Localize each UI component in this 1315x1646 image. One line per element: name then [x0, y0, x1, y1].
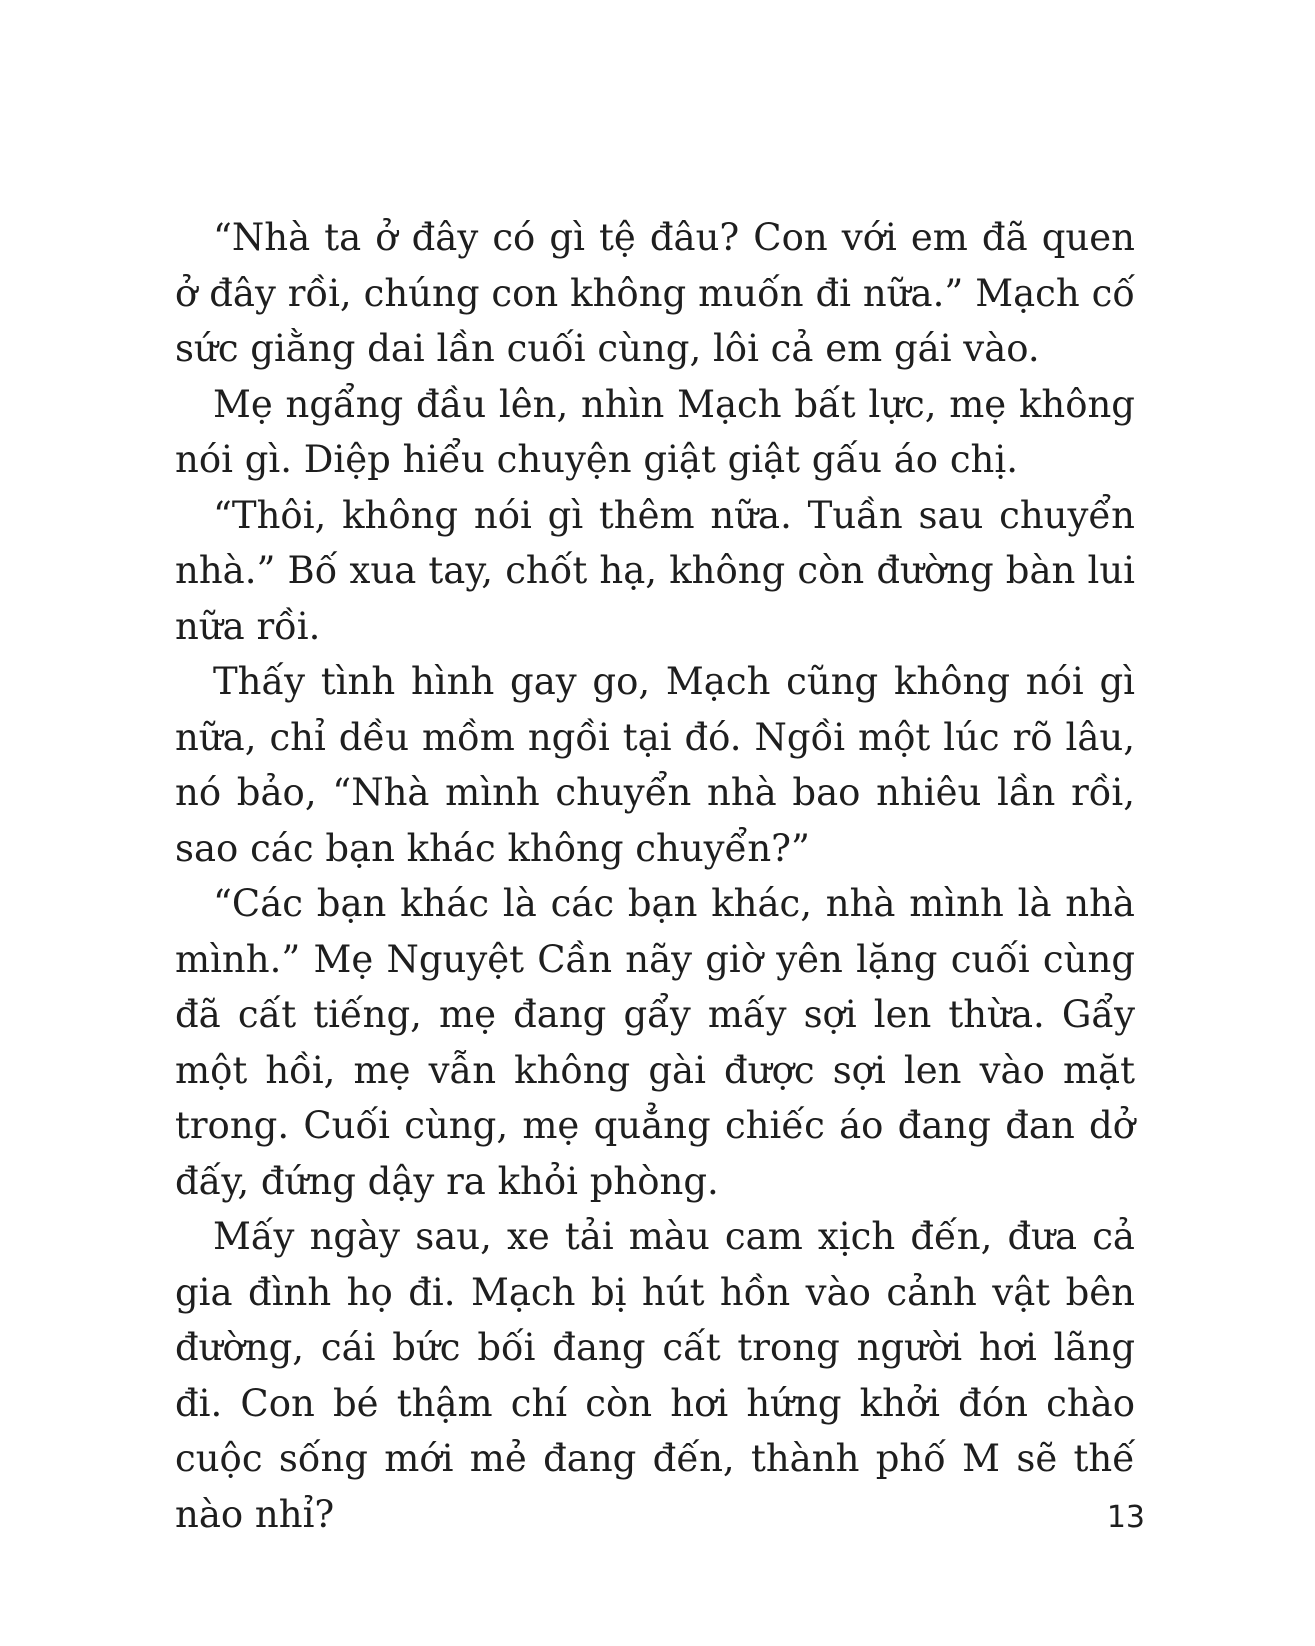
- paragraph-1: “Nhà ta ở đây có gì tệ đâu? Con với em đã quen ở đây rồi, chúng con không muốn đi nữa.” Mạch cố sức giằng dai lần cuối cùng, lôi cả em gái vào.: [175, 216, 1135, 370]
- paragraph-5: “Các bạn khác là các bạn khác, nhà mình là nhà mình.” Mẹ Nguyệt Cần nãy giờ yên lặng cuối cùng đã cất tiếng, mẹ đang gẩy mấy sợi len thừa. Gẩy một hồi, mẹ vẫn không gài được sợi len vào mặt trong. Cuối cùng, mẹ quẳng chiếc áo đang đan dở đấy, đứng dậy ra khỏi phòng.: [175, 882, 1135, 1203]
- page-number: 13: [1106, 1500, 1145, 1535]
- paragraph-6: Mấy ngày sau, xe tải màu cam xịch đến, đưa cả gia đình họ đi. Mạch bị hút hồn vào cảnh vật bên đường, cái bức bối đang cất trong người hơi lãng đi. Con bé thậm chí còn hơi hứng khởi đón chào cuộc sống mới mẻ đang đến, thành phố M sẽ thế nào nhỉ?: [175, 1215, 1135, 1536]
- body-text: [175, 210, 1135, 1542]
- paragraph-2: Mẹ ngẩng đầu lên, nhìn Mạch bất lực, mẹ không nói gì. Diệp hiểu chuyện giật giật gấu áo chị.: [175, 382, 1135, 481]
- paragraph-4: Thấy tình hình gay go, Mạch cũng không nói gì nữa, chỉ dều mồm ngồi tại đó. Ngồi một lúc rõ lâu, nó bảo, “Nhà mình chuyển nhà bao nhiêu lần rồi, sao các bạn khác không chuyển?”: [175, 660, 1135, 870]
- paragraph-3: “Thôi, không nói gì thêm nữa. Tuần sau chuyển nhà.” Bố xua tay, chốt hạ, không còn đường bàn lui nữa rồi.: [175, 493, 1135, 648]
